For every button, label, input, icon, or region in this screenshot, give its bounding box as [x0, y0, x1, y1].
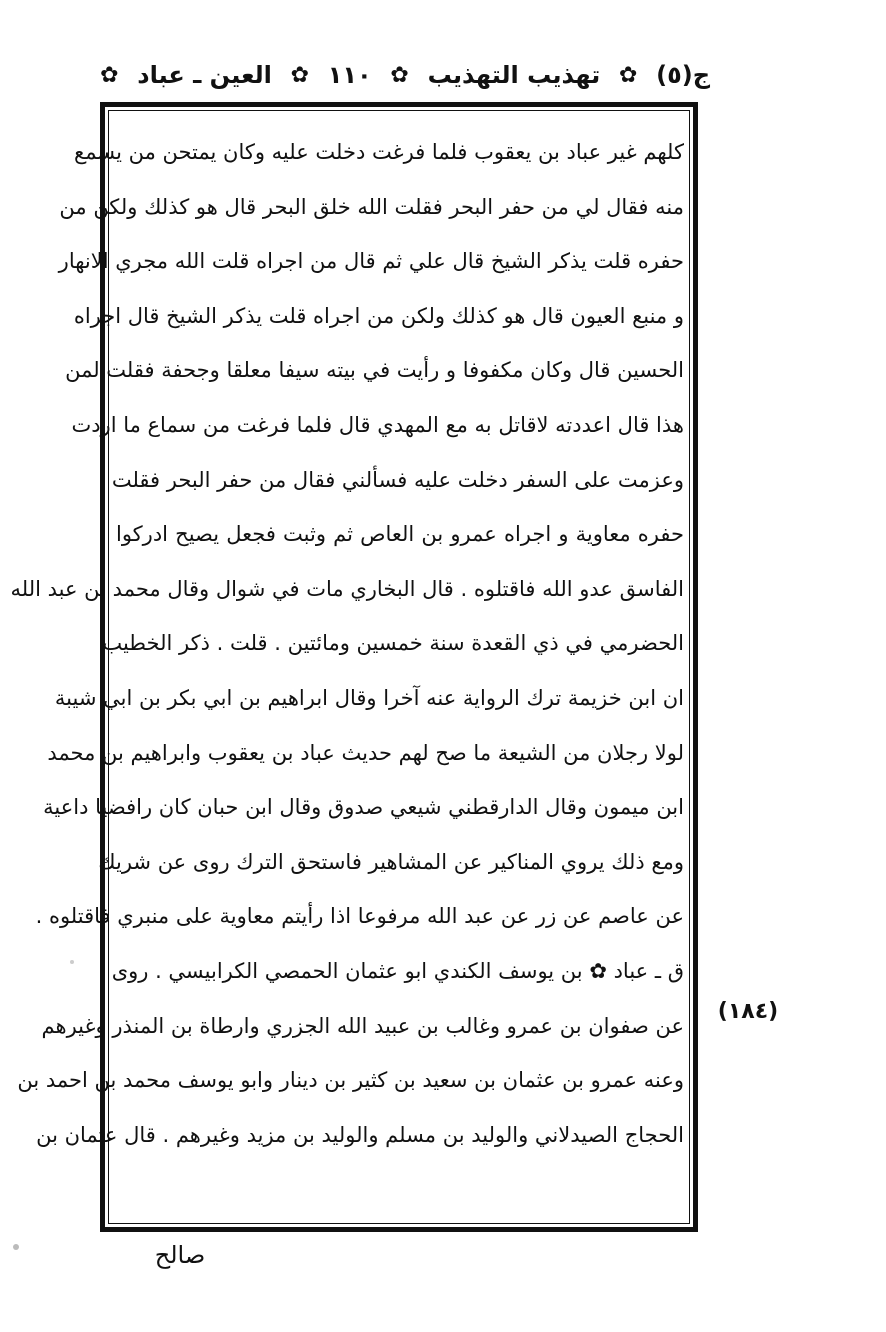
ornament-icon: ✿ — [100, 62, 119, 88]
text-line: منه فقال لي من حفر البحر فقلت الله خلق البحر قال هو كذلك ولكن من — [59, 194, 684, 219]
body-text — [10, 125, 684, 1162]
catchword: صالح — [154, 1241, 206, 1269]
text-line: و منبع العيون قال هو كذلك ولكن من اجراه قلت يذكر الشيخ قال اجراه — [73, 303, 684, 328]
text-line: حفره معاوية و اجراه عمرو بن العاص ثم وثبت فجعل يصيح ادركوا — [116, 522, 684, 547]
ornament-icon: ✿ — [618, 62, 638, 88]
page-number: ١١٠ — [327, 61, 372, 89]
text-line: الحضرمي في ذي القعدة سنة خمسين ومائتين . قلت . ذكر الخطيب — [102, 631, 684, 656]
section-title: العين ـ عباد — [137, 61, 272, 89]
text-line: حفره قلت يذكر الشيخ قال علي ثم قال من اجراه قلت الله مجري الانهار — [58, 249, 684, 274]
text-line: ان ابن خزيمة ترك الرواية عنه آخرا وقال ابراهيم بن ابي بكر بن ابي شيبة — [54, 685, 684, 710]
text-line: الفاسق عدو الله فاقتلوه . قال البخاري مات في شوال وقال محمد بن عبد الله — [10, 576, 684, 601]
text-line: الحجاج الصيدلاني والوليد بن مسلم والوليد بن مزيد وغيرهم . قال عثمان بن — [36, 1122, 684, 1147]
text-line: ق ـ عباد ✿ بن يوسف الكندي ابو عثمان الحمصي الكرابيسي . روى — [111, 958, 684, 983]
text-line: ومع ذلك يروي المناكير عن المشاهير فاستحق الترك روى عن شريك — [98, 849, 684, 874]
volume-label: ج(٥) — [656, 61, 710, 89]
scan-speck — [13, 1244, 19, 1250]
text-line: هذا قال اعددته لاقاتل به مع المهدي قال فلما فرغت من سماع ما اردت — [71, 412, 684, 437]
ornament-icon: ✿ — [390, 62, 409, 88]
text-line: وعزمت على السفر دخلت عليه فسألني فقال من حفر البحر فقلت — [111, 467, 684, 492]
text-line: الحسين قال وكان مكفوفا و رأيت في بيته سيفا معلقا وجحفة فقلت لمن — [65, 358, 684, 383]
text-line: ابن ميمون وقال الدارقطني شيعي صدوق وقال ابن حبان كان رافضيا داعية — [43, 795, 684, 820]
text-line: كلهم غير عباد بن يعقوب فلما فرغت دخلت عليه وكان يمتحن من يسمع — [74, 140, 684, 164]
scan-speck — [70, 960, 74, 964]
book-title: تهذيب التهذيب — [427, 61, 601, 89]
text-line: وعنه عمرو بن عثمان بن سعيد بن كثير بن دينار وابو يوسف محمد بن احمد بن — [17, 1068, 684, 1093]
text-line: عن عاصم عن زر عن عبد الله مرفوعا اذا رأيتم معاوية على منبري فاقتلوه . — [35, 904, 684, 929]
text-line: عن صفوان بن عمرو وغالب بن عبيد الله الجزري وارطاة بن المنذر وغيرهم — [41, 1013, 684, 1038]
ornament-icon: ✿ — [290, 62, 310, 88]
running-header — [100, 55, 710, 95]
text-line: لولا رجلان من الشيعة ما صح لهم حديث عباد بن يعقوب وابراهيم بن محمد — [47, 740, 684, 765]
entry-number: (١٨٤) — [717, 999, 779, 1024]
